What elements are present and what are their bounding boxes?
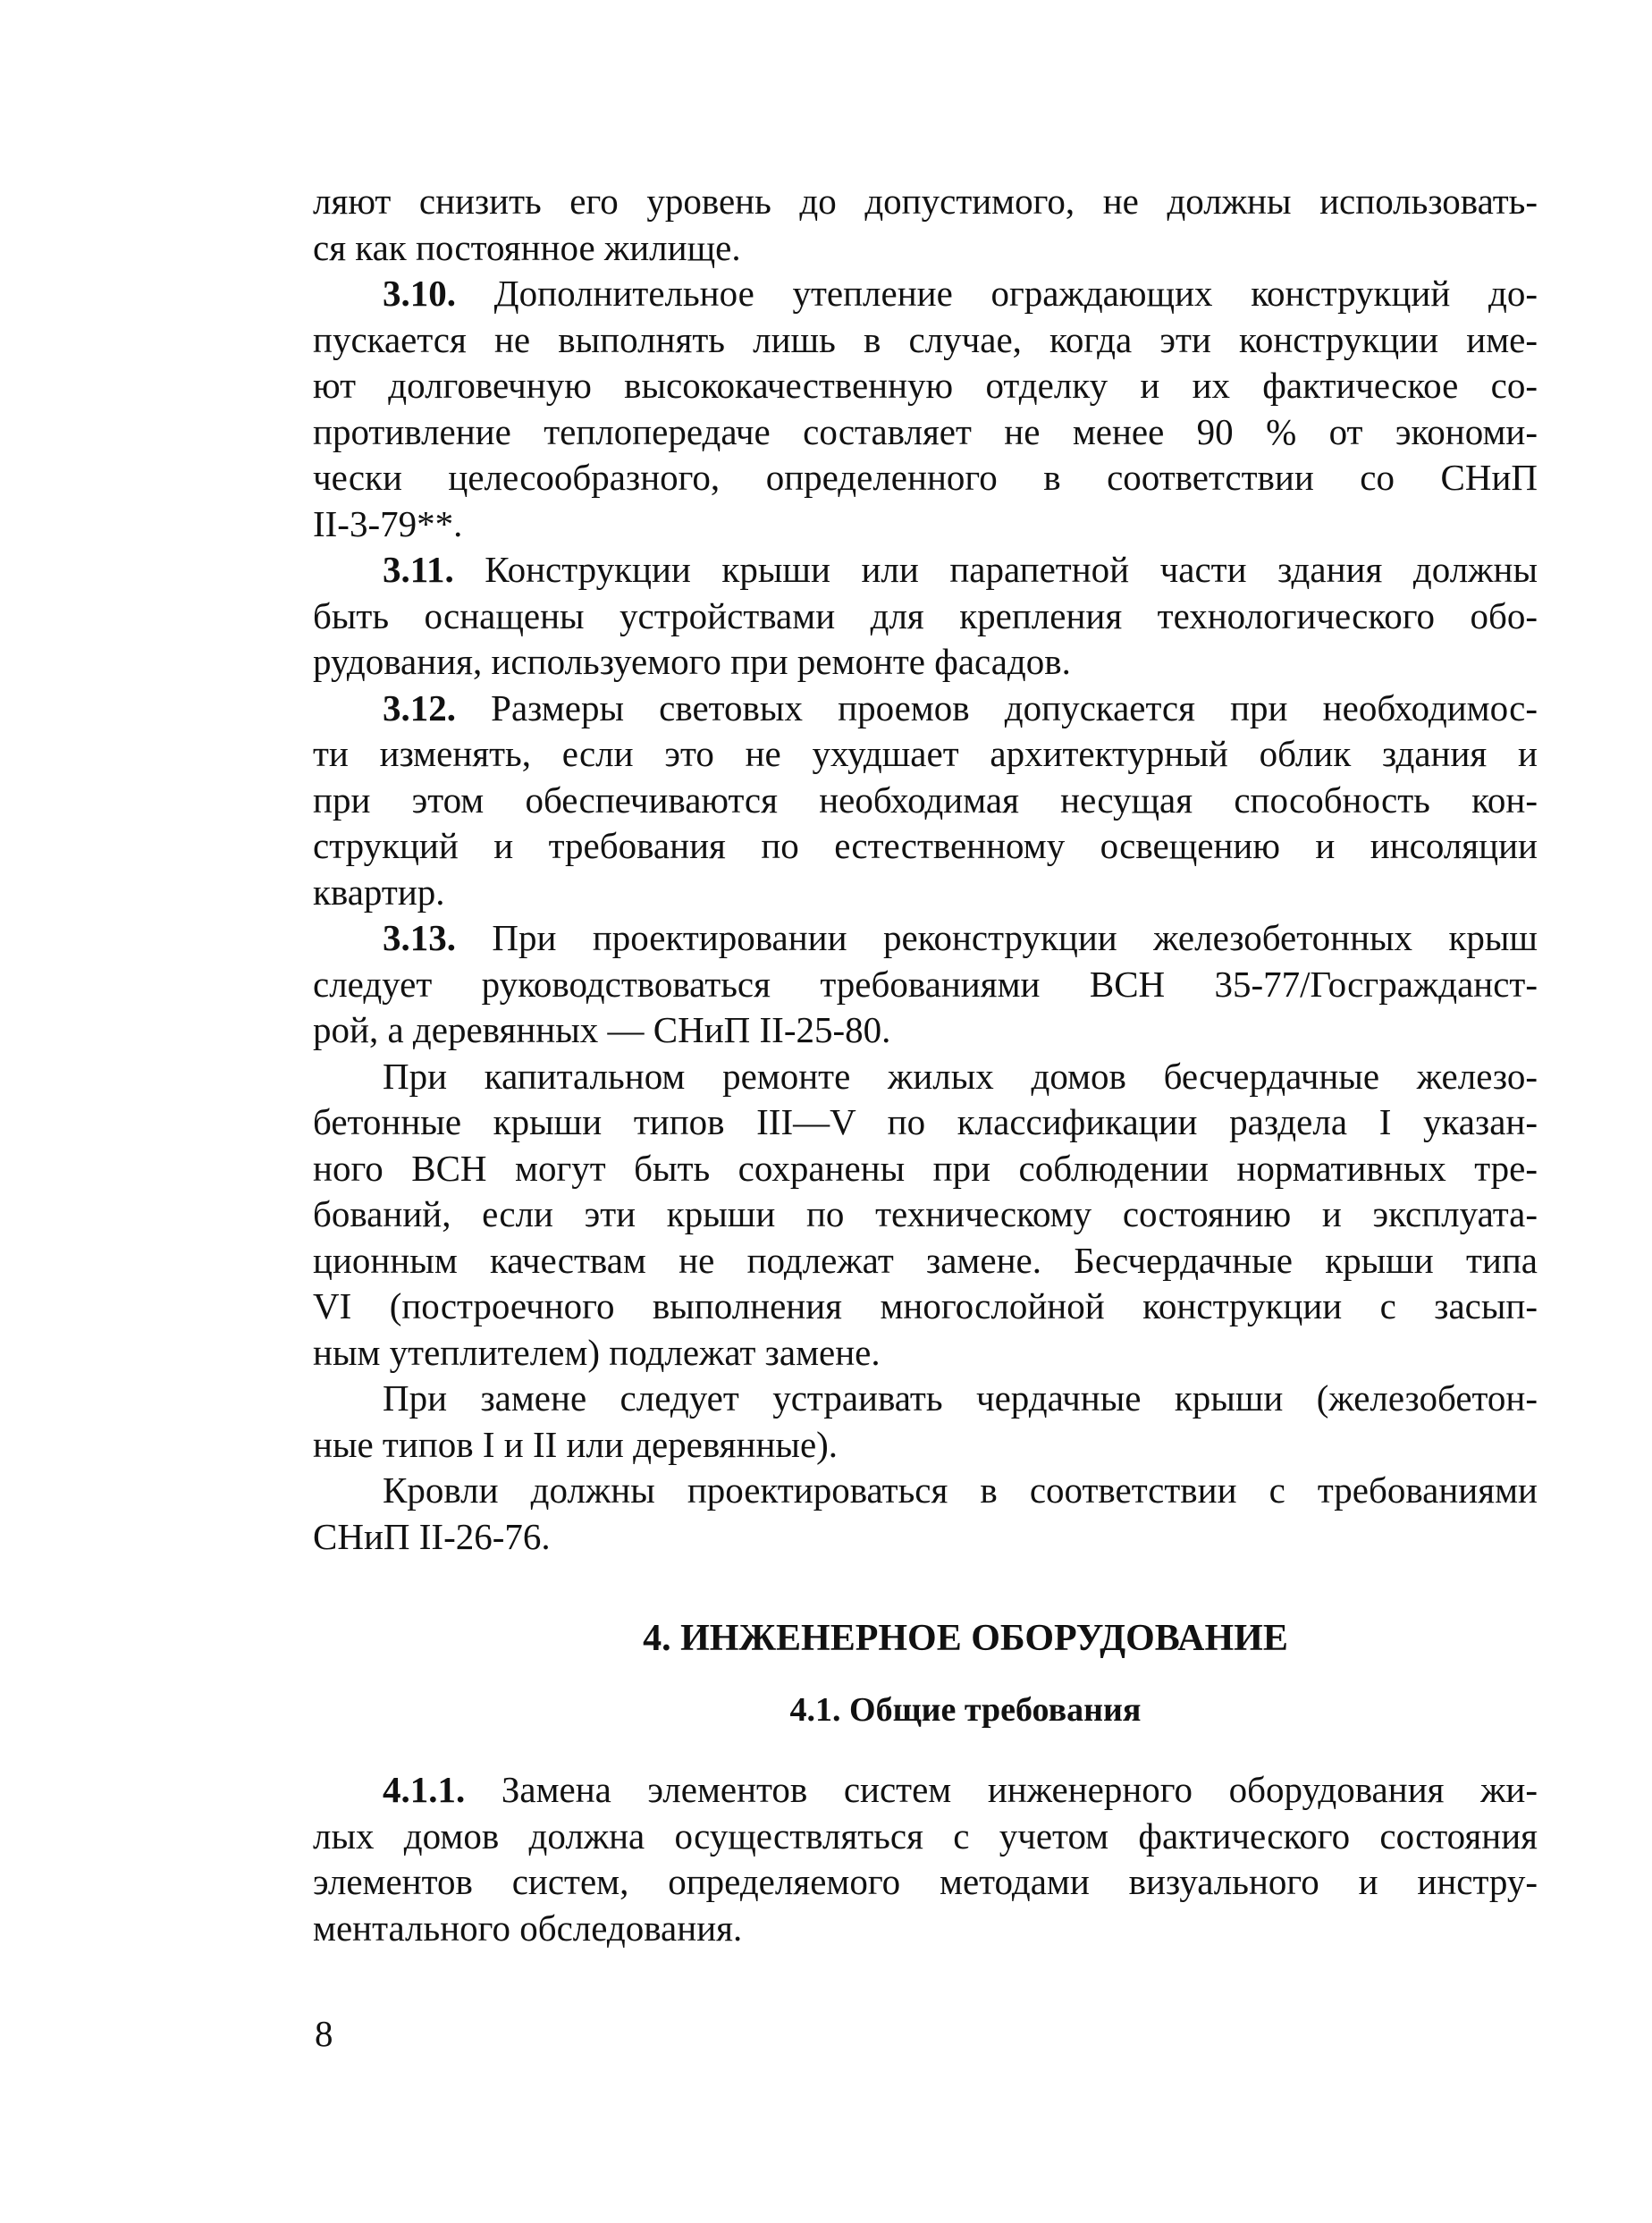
text-line [313,686,1538,732]
text-line: бований, если эти крыши по техническому состоянию и эксплуата- [313,1193,1538,1234]
text-line: ся как постоянное жилище. [313,226,741,268]
text-line: при этом обеспечиваются необходимая несущая способность кон- [313,779,1538,821]
text-line: быть оснащены устройствами для крепления технологического обо- [313,594,1538,636]
text-line: II-3-79**. [313,502,463,544]
text-line [313,271,1538,317]
page-body [313,179,1538,1951]
text-line: СНиП II-26-76. [313,1515,551,1557]
paragraph-continuation [313,179,1538,271]
text-line [313,915,1538,962]
paragraph-capital-repair [313,1054,1538,1377]
text-line: ного ВСН могут быть сохранены при соблюдении нормативных тре- [313,1147,1538,1189]
paragraph-3-12 [313,686,1538,916]
text-line: струкций и требования по естественному освещению и инсоляции [313,825,1538,866]
paragraph-replacement [313,1376,1538,1468]
paragraph-3-11 [313,547,1538,686]
subsection-heading: 4.1. Общие требования [789,1691,1142,1729]
paragraph-3-13 [313,915,1538,1054]
text-line: При замене следует устраивать чердачные крыши (железобетон- [383,1377,1538,1419]
text-line: ляют снизить его уровень до допустимого, не должны использовать- [313,181,1538,222]
clause-text: Конструкции крыши или парапетной части здания должны [453,549,1538,590]
text-line: ные типов I и II или деревянные). [313,1423,839,1465]
text-line: Кровли должны проектироваться в соответствии с требованиями [383,1469,1538,1511]
text-line: ментального обследования. [313,1907,743,1949]
paragraph-roofing [313,1468,1538,1560]
clause-number: 3.11. [383,549,454,590]
text-line: VI (построечного выполнения многослойной конструкции с засып- [313,1285,1538,1326]
clause-number: 3.13. [383,917,456,958]
text-line: бетонные крыши типов III—V по классификации раздела I указан- [313,1101,1538,1142]
text-line: рой, а деревянных — СНиП II-25-80. [313,1009,891,1050]
text-line: рудования, используемого при ремонте фасадов. [313,641,1071,682]
clause-text: Дополнительное утепление ограждающих конструкций до- [456,273,1538,314]
text-line: лых домов должна осуществляться с учетом фактического состояния [313,1815,1538,1857]
clause-number: 4.1.1. [383,1769,466,1810]
text-line: ти изменять, если это не ухудшает архитектурный облик здания и [313,733,1538,774]
clause-text: При проектировании реконструкции железобетонных крыш [456,917,1538,958]
text-line: следует руководствоваться требованиями ВСН 35-77/Госгражданст- [313,963,1538,1005]
text-line: ют долговечную высококачественную отделку и их фактическое со- [313,365,1538,406]
clause-number: 3.12. [383,686,456,728]
text-line: пускается не выполнять лишь в случае, когда эти конструкции име- [313,318,1538,360]
paragraph-4-1-1 [313,1767,1538,1951]
clause-text: Замена элементов систем инженерного оборудования жи- [465,1769,1538,1810]
clause-text: Размеры световых проемов допускается при необходимос- [456,686,1538,728]
text-line [313,547,1538,594]
text-line: ным утеплителем) подлежат замене. [313,1331,881,1373]
paragraph-3-10 [313,271,1538,547]
clause-number: 3.10. [383,273,456,314]
page-number: 8 [315,2013,333,2054]
text-line [313,1767,1538,1814]
text-line: При капитальном ремонте жилых домов бесчердачные железо- [383,1055,1538,1097]
text-line: элементов систем, определяемого методами визуального и инстру- [313,1861,1538,1902]
section-heading: 4. ИНЖЕНЕРНОЕ ОБОРУДОВАНИЕ [643,1618,1288,1659]
text-line: ционным качествам не подлежат замене. Бесчердачные крыши типа [313,1239,1538,1281]
text-line: чески целесообразного, определенного в соответствии со СНиП [313,457,1538,498]
text-line: квартир. [313,871,445,913]
text-line: противление теплопередаче составляет не менее 90 % от экономи- [313,410,1538,452]
